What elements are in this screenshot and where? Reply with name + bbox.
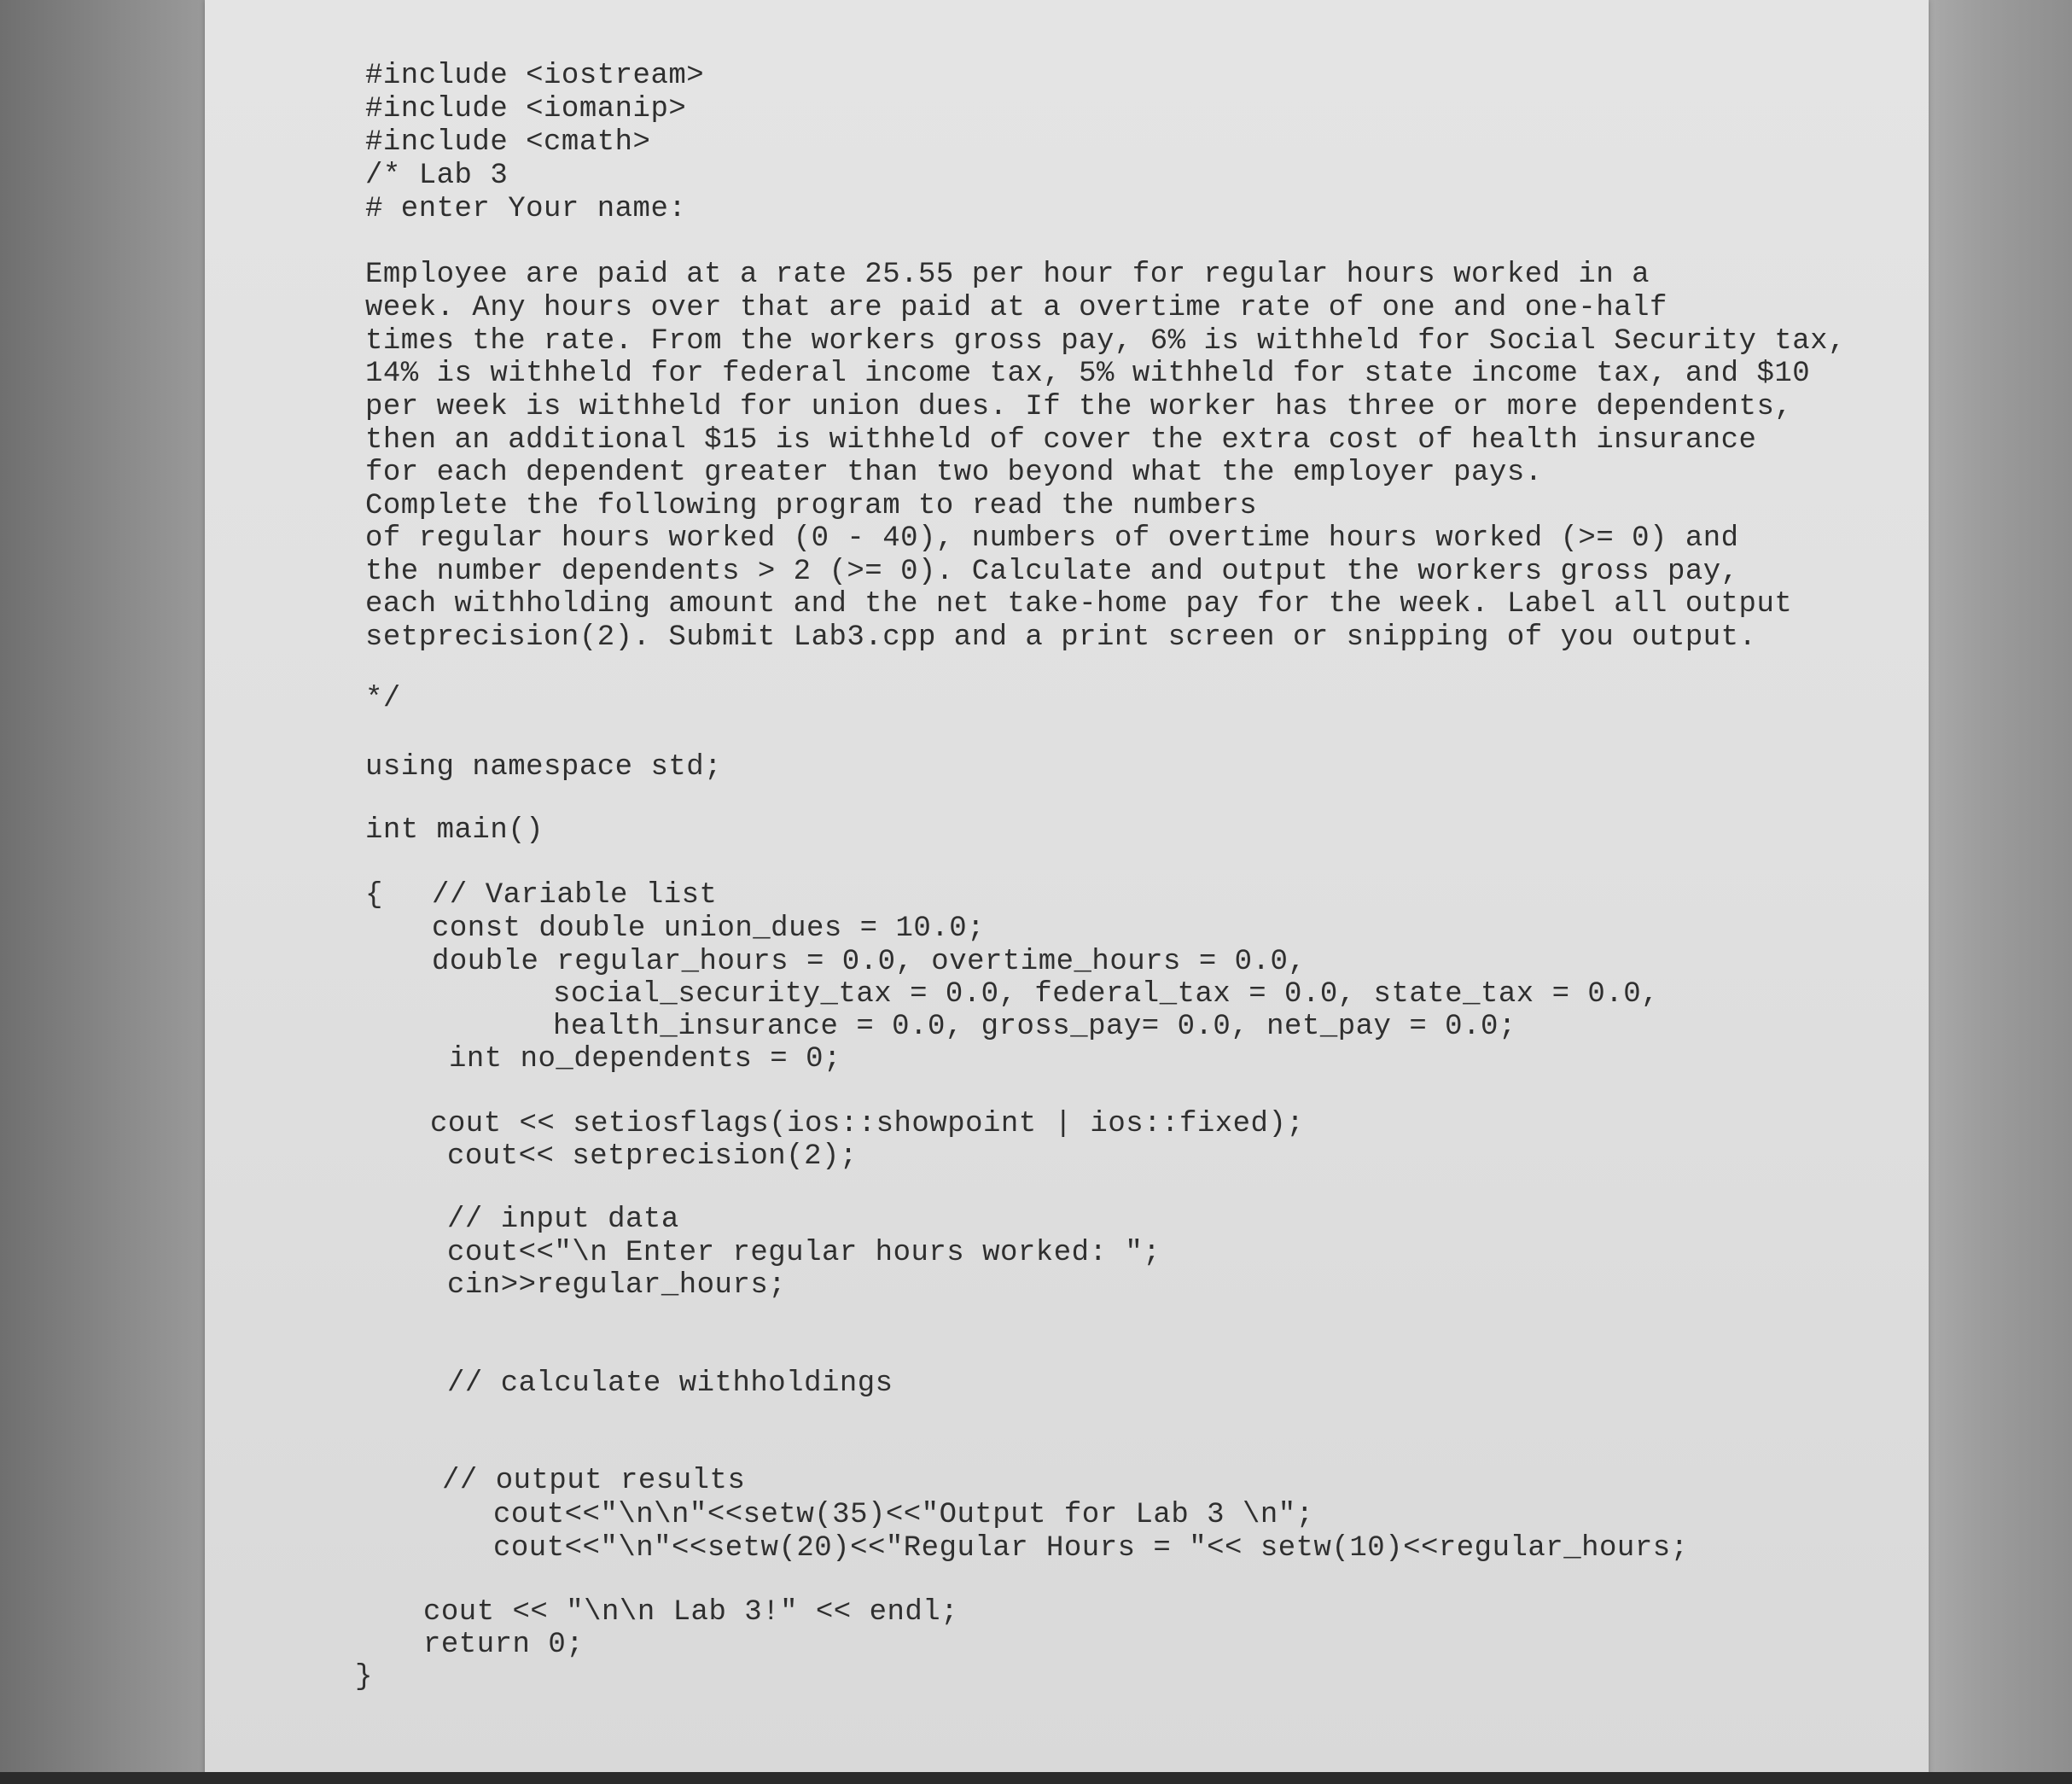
input-prompt-line: cout<<"\n Enter regular hours worked: ";: [447, 1237, 1161, 1269]
variable-line: double regular_hours = 0.0, overtime_hours = 0.0,: [432, 946, 1307, 978]
close-brace: }: [355, 1661, 373, 1694]
include-cmath-line: #include <cmath>: [365, 126, 651, 159]
right-screen-bezel: [1929, 0, 2072, 1784]
description-line: Employee are paid at a rate 25.55 per hour for regular hours worked in a: [365, 259, 1650, 291]
left-screen-bezel: [0, 0, 205, 1784]
calculate-comment: // calculate withholdings: [447, 1367, 893, 1400]
include-iostream-line: #include <iostream>: [365, 60, 705, 92]
format-line: cout<< setprecision(2);: [447, 1140, 858, 1173]
description-line: then an additional $15 is withheld of cover the extra cost of health insurance: [365, 424, 1757, 457]
input-read-line: cin>>regular_hours;: [447, 1269, 787, 1302]
bottom-screen-edge: [0, 1772, 2072, 1784]
source-code: [205, 0, 1846, 1719]
output-line: cout<<"\n\n"<<setw(35)<<"Output for Lab 3 \n";: [493, 1499, 1314, 1531]
description-line: 14% is withheld for federal income tax, 5% withheld for state income tax, and $10: [365, 358, 1811, 390]
description-line: setprecision(2). Submit Lab3.cpp and a print screen or snipping of you output.: [365, 621, 1757, 654]
return-line: return 0;: [423, 1629, 585, 1661]
variable-list-comment: // Variable list: [432, 879, 718, 912]
comment-end-line: */: [365, 683, 401, 715]
output-line: cout<<"\n"<<setw(20)<<"Regular Hours = "<< setw(10)<<regular_hours;: [493, 1532, 1689, 1565]
code-document: [205, 0, 1929, 1784]
description-line: each withholding amount and the net take-home pay for the week. Label all output: [365, 588, 1793, 621]
main-signature-line: int main(): [365, 814, 544, 847]
description-line: week. Any hours over that are paid at a overtime rate of one and one-half: [365, 292, 1667, 324]
description-line: of regular hours worked (0 - 40), numbers of overtime hours worked (>= 0) and: [365, 522, 1739, 555]
format-line: cout << setiosflags(ios::showpoint | ios::fixed);: [430, 1108, 1305, 1140]
description-line: for each dependent greater than two beyond what the employer pays.: [365, 457, 1543, 489]
output-comment: // output results: [442, 1465, 746, 1497]
end-line: cout << "\n\n Lab 3!" << endl;: [423, 1596, 959, 1629]
input-comment: // input data: [447, 1204, 679, 1236]
name-line: # enter Your name:: [365, 193, 687, 225]
description-line: times the rate. From the workers gross pay, 6% is withheld for Social Security tax,: [365, 325, 1846, 358]
using-namespace-line: using namespace std;: [365, 751, 723, 784]
open-brace: {: [365, 879, 383, 912]
include-iomanip-line: #include <iomanip>: [365, 93, 687, 125]
variable-line: social_security_tax = 0.0, federal_tax = 0.0, state_tax = 0.0,: [553, 978, 1660, 1011]
description-line: per week is withheld for union dues. If the worker has three or more dependents,: [365, 391, 1793, 423]
variable-line: health_insurance = 0.0, gross_pay= 0.0, net_pay = 0.0;: [553, 1011, 1516, 1043]
variable-line: int no_dependents = 0;: [449, 1043, 841, 1076]
description-line: the number dependents > 2 (>= 0). Calculate and output the workers gross pay,: [365, 556, 1739, 588]
variable-line: const double union_dues = 10.0;: [432, 912, 986, 945]
comment-title-line: /* Lab 3: [365, 160, 509, 192]
description-line: Complete the following program to read the numbers: [365, 490, 1258, 522]
